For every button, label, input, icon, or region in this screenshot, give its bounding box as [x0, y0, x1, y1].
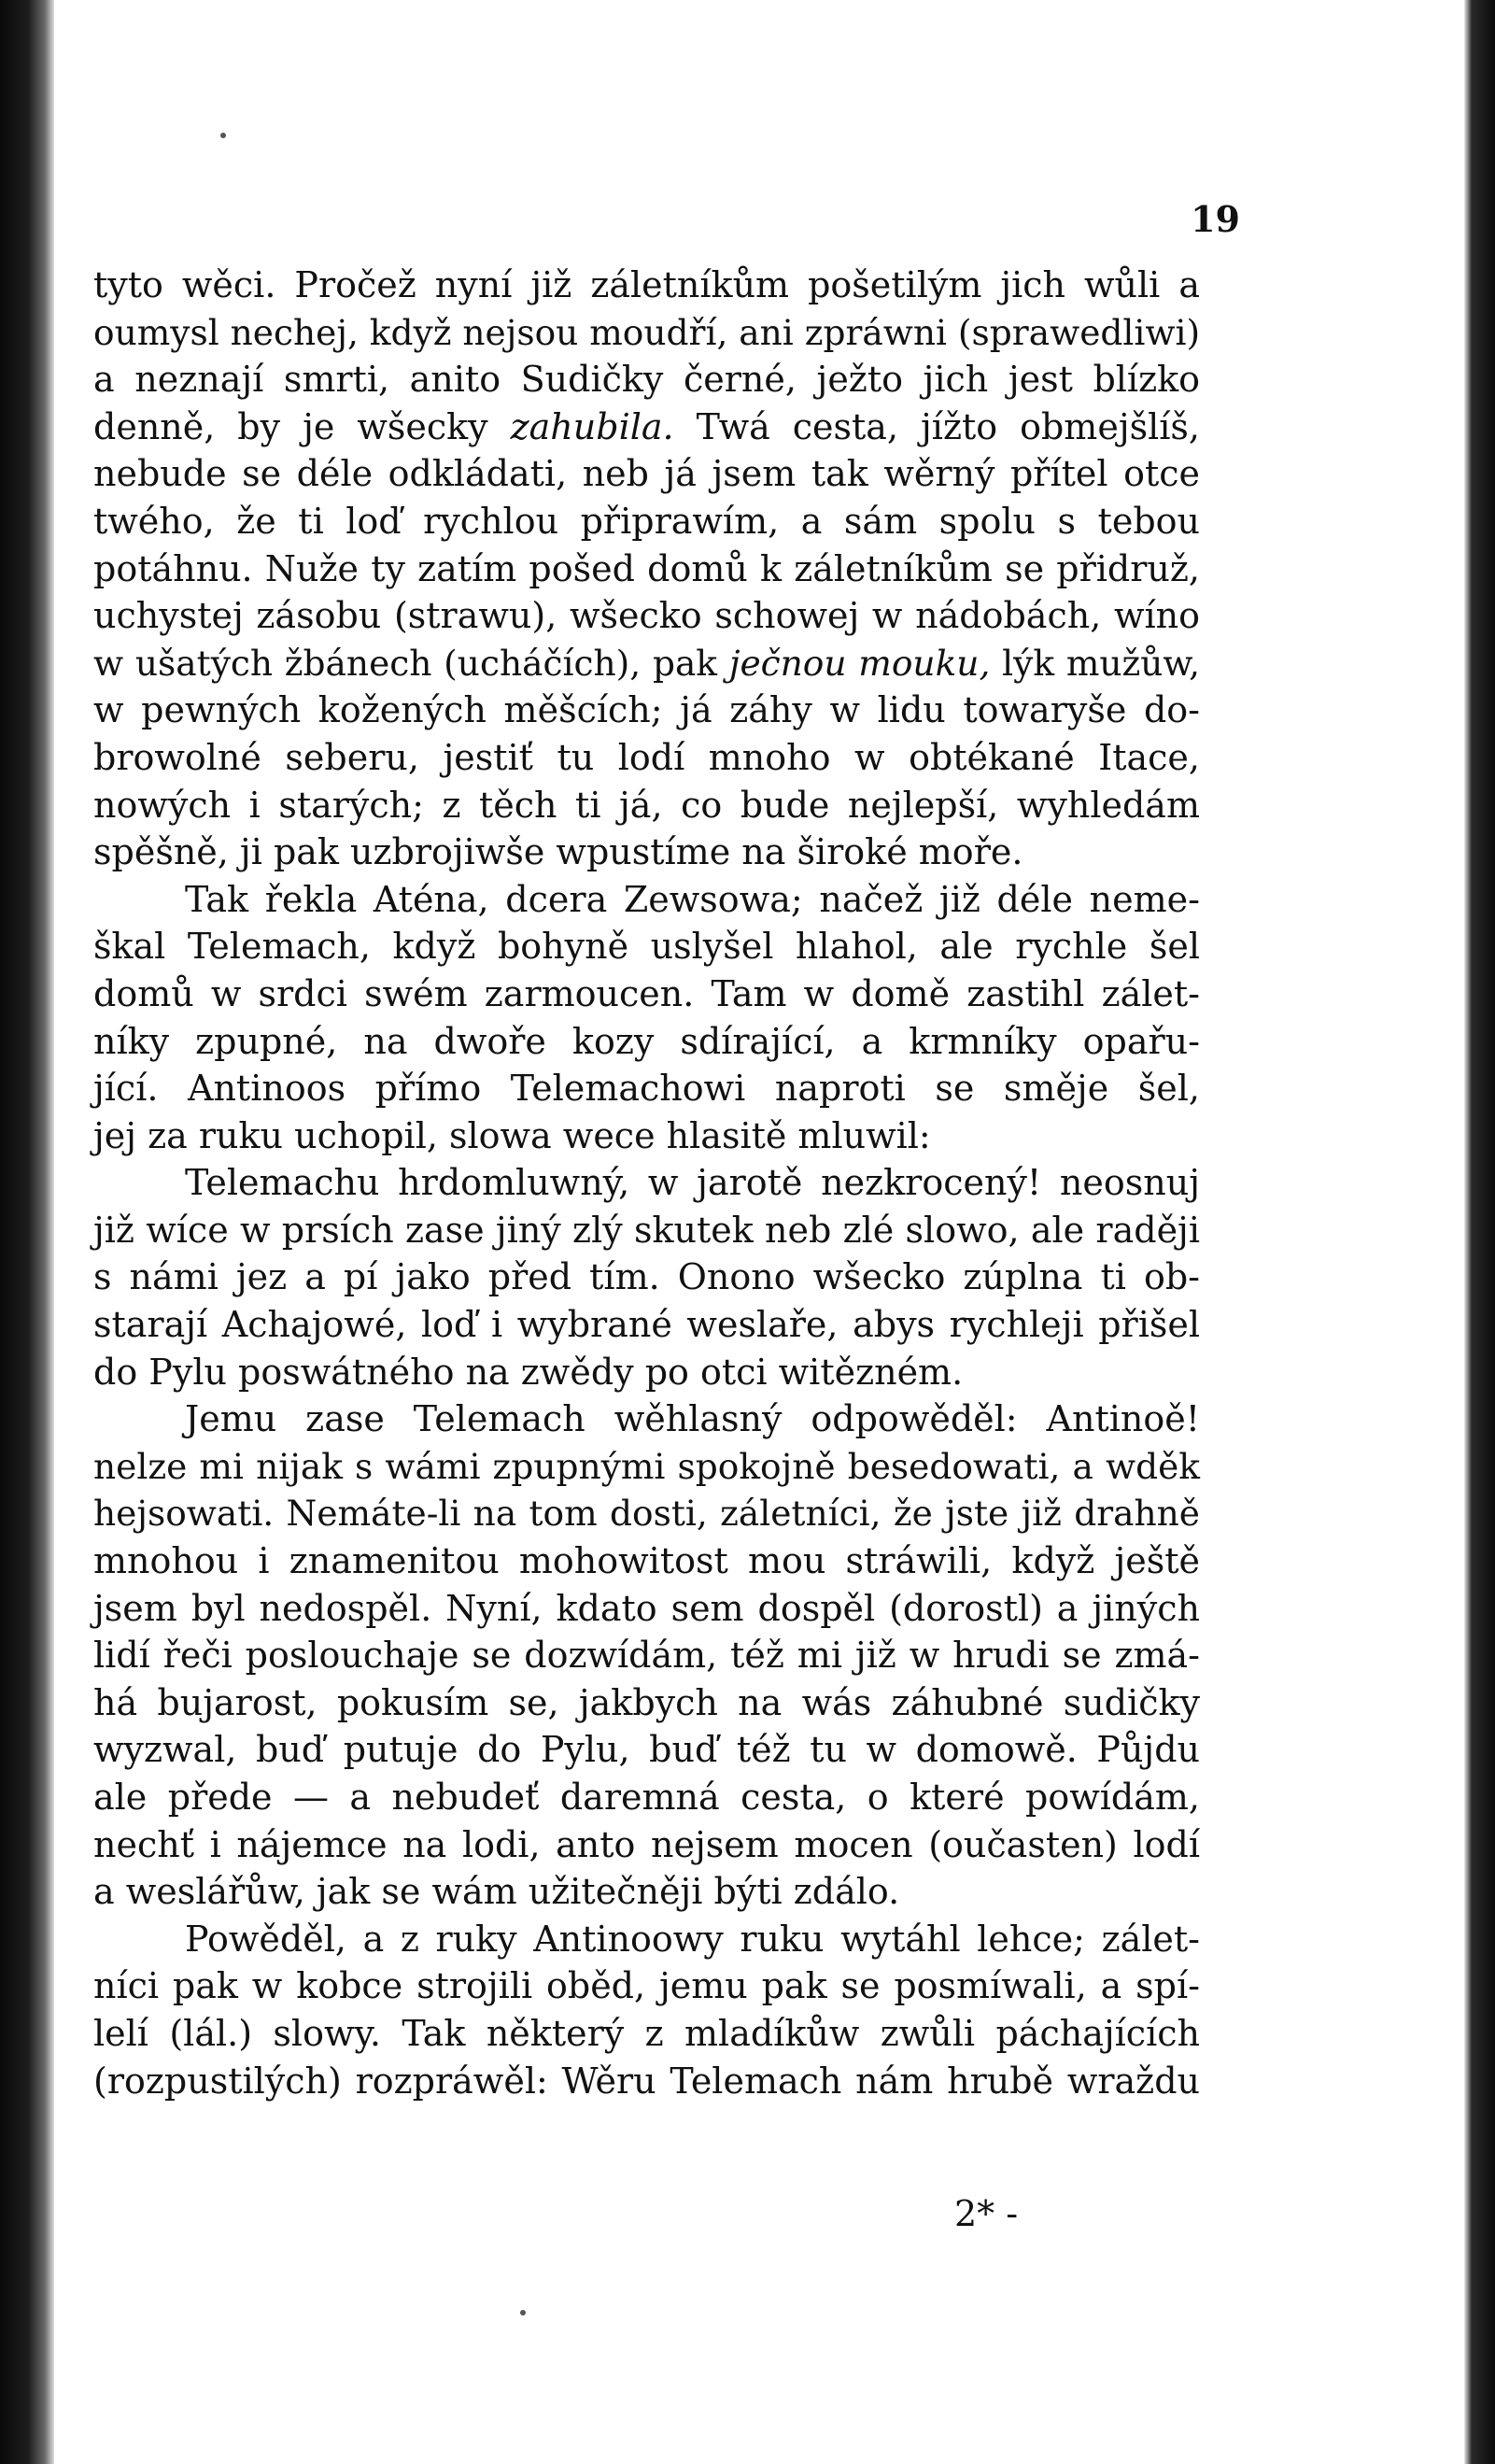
text-line: jej za ruku uchopil, slowa wece hlasitě mluwil:: [93, 1114, 931, 1156]
text-line: Powěděl, a z ruky Antinoowy ruku wytáhl lehce; zálet-: [185, 1918, 1200, 1960]
text-line: oumysl nechej, když nejsou moudří, ani zpráwni (sprawedliwi): [93, 311, 1201, 353]
text-line: a weslářůw, jak se wám užitečněji býti zdálo.: [93, 1871, 900, 1913]
scan-speck: [220, 133, 226, 138]
text-line: hejsowati. Nemáte-li na tom dosti, záletníci, že jste již drahně: [93, 1493, 1200, 1535]
text-line: a neznají smrti, anito Sudičky černé, ježto jich jest blízko: [93, 359, 1200, 401]
text-line: (rozpustilých) rozpráwěl: Wěru Telemach nám hrubě wraždu: [93, 2060, 1200, 2102]
text-line: [93, 640, 1200, 687]
text-line: ale přede — a nebudeť daremná cesta, o které powídám,: [93, 1777, 1200, 1818]
text-run: w ušatých žbánech (ucháčích), pak: [93, 642, 718, 684]
scan-edge-right: [1464, 0, 1495, 2464]
text-line: lelí (lál.) slowy. Tak některý z mladíkůw zwůli páchajících: [93, 2012, 1200, 2054]
text-run-italic: zahubila.: [510, 405, 674, 447]
text-line: [93, 404, 1200, 451]
text-line: twého, že ti loď rychlou připrawím, a sám spolu s tebou: [93, 500, 1200, 542]
text-line: wyzwal, buď putuje do Pylu, buď též tu w domowě. Půjdu: [93, 1729, 1200, 1771]
text-line: spěšně, ji pak uzbrojiwše wpustíme na široké moře.: [93, 831, 1023, 873]
text-run: lýk mužůw,: [990, 642, 1201, 684]
text-line: domů w srdci swém zarmoucen. Tam w domě zastihl zálet-: [93, 972, 1200, 1014]
text-line: níky zpupné, na dwoře kozy sdírající, a krmníky opařu-: [93, 1020, 1200, 1062]
body-text: [93, 262, 1200, 2104]
text-line: do Pylu poswátného na zwědy po otci witězném.: [93, 1351, 964, 1393]
text-run-italic: ječnou mouku,: [728, 642, 991, 684]
text-line: Tak řekla Aténa, dcera Zewsowa; načež již déle neme-: [185, 878, 1200, 920]
text-line: mnohou i znamenitou mohowitost mou stráwili, když ještě: [93, 1540, 1200, 1582]
page-number: 19: [1191, 198, 1240, 240]
text-line: nechť i nájemce na lodi, anto nejsem mocen (oučasten) lodí: [93, 1823, 1200, 1865]
text-run: Twá cesta, jížto obmejšlíš,: [673, 405, 1200, 447]
text-line: tyto wěci. Pročež nyní již záletníkům pošetilým jich wůli a: [93, 264, 1200, 305]
text-line: jící. Antinoos přímo Telemachowi naproti se směje šel,: [93, 1068, 1200, 1110]
text-line: jsem byl nedospěl. Nyní, kdato sem dospěl (dorostl) a jiných: [93, 1587, 1200, 1629]
text-line: w pewných kožených měšcích; já záhy w lidu towaryše do-: [93, 689, 1200, 731]
text-run: denně, by je wšecky: [93, 405, 488, 447]
text-line: potáhnu. Nuže ty zatím pošed domů k záletníkům se přidruž,: [93, 547, 1200, 589]
text-line: níci pak w kobce strojili oběd, jemu pak se posmíwali, a spí-: [93, 1965, 1200, 2007]
scan-edge-left: [0, 0, 54, 2464]
text-line: lidí řeči poslouchaje se dozwídám, též mi již w hrudi se zmá-: [93, 1635, 1200, 1677]
scan-speck: [520, 2310, 526, 2315]
signature-mark: 2* -: [954, 2193, 1019, 2234]
text-line: nowých i starých; z těch ti já, co bude nejlepší, wyhledám: [93, 784, 1200, 826]
text-line: Telemachu hrdomluwný, w jarotě nezkrocený! neosnuj: [185, 1162, 1200, 1204]
text-line: uchystej zásobu (strawu), wšecko schowej w nádobách, wíno: [93, 595, 1200, 637]
text-line: nebude se déle odkládati, neb já jsem tak wěrný přítel otce: [93, 453, 1200, 495]
text-line: browolné seberu, jestiť tu lodí mnoho w obtékané Itace,: [93, 736, 1200, 778]
text-line: s námi jez a pí jako před tím. Onono wšecko zúplna ti ob-: [93, 1256, 1200, 1298]
text-line: Jemu zase Telemach wěhlasný odpowěděl: Antinoě!: [185, 1398, 1200, 1440]
text-line: há bujarost, pokusím se, jakbych na wás záhubné sudičky: [93, 1681, 1200, 1723]
text-line: nelze mi nijak s wámi zpupnými spokojně besedowati, a wděk: [93, 1445, 1200, 1487]
text-line: starají Achajowé, loď i wybrané weslaře, abys rychleji přišel: [93, 1304, 1200, 1346]
text-line: škal Telemach, když bohyně uslyšel hlahol, ale rychle šel: [93, 926, 1200, 968]
text-line: již wíce w prsích zase jiný zlý skutek neb zlé slowo, ale raději: [93, 1209, 1200, 1251]
